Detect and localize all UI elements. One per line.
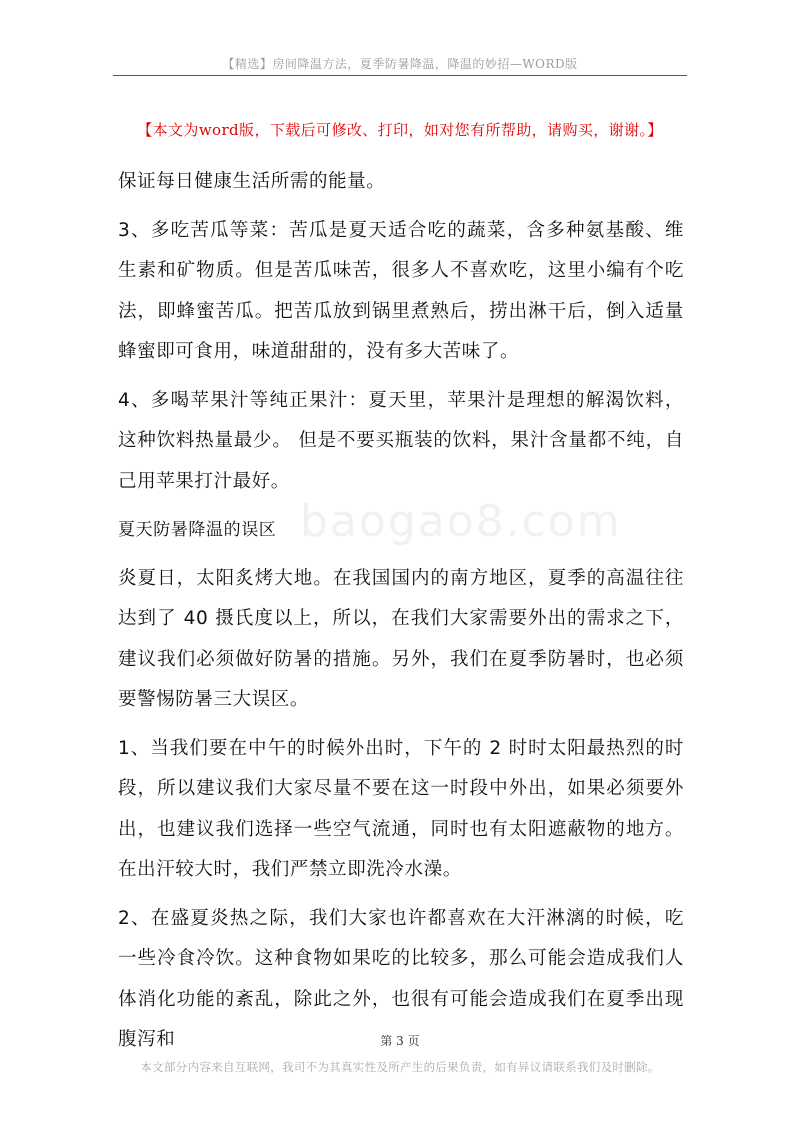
paragraph: 1、当我们要在中午的时候外出时，下午的 2 时时太阳最热烈的时段，所以建议我们大家尽量不要在这一时段中外出，如果必须要外出，也建议我们选择一些空气流通，同时也有太阳遮蔽物的地方。在出汗较大时，我们严禁立即洗冷水澡。 — [118, 737, 684, 880]
document-body — [118, 162, 684, 1069]
download-notice: 【本文为word版，下载后可修改、打印，如对您有所帮助，请购买，谢谢。】 — [137, 121, 663, 139]
header-divider — [113, 75, 687, 76]
section-heading: 夏天防暑降温的误区 — [118, 520, 277, 540]
footer-disclaimer: 本文部分内容来自互联网，我司不为其真实性及所产生的后果负责，如有异议请联系我们及时删除。 — [140, 1060, 660, 1074]
watermark: baogao8.com — [300, 496, 622, 547]
page-number: 第 3 页 — [380, 1034, 420, 1048]
document-header: 【精选】房间降温方法，夏季防暑降温，降温的妙招—WORD版 — [222, 57, 578, 71]
paragraph: 4、多喝苹果汁等纯正果汁：夏天里，苹果汁是理想的解渴饮料，这种饮料热量最少。 但是不要买瓶装的饮料，果汁含量都不纯，自己用苹果打汁最好。 — [118, 389, 684, 492]
paragraph: 2、在盛夏炎热之际，我们大家也许都喜欢在大汗淋漓的时候，吃一些冷食冷饮。这种食物如果吃的比较多，那么可能会造成我们人体消化功能的紊乱，除此之外，也很有可能会造成我们在夏季出现腹泻和 — [118, 907, 684, 1050]
paragraph: 炎夏日，太阳炙烤大地。在我国国内的南方地区，夏季的高温往往达到了 40 摄氏度以上，所以，在我们大家需要外出的需求之下，建议我们必须做好防暑的措施。另外，我们在夏季防暑时，也必须要警惕防暑三大误区。 — [118, 567, 684, 710]
paragraph: 3、多吃苦瓜等菜：苦瓜是夏天适合吃的蔬菜，含多种氨基酸、维生素和矿物质。但是苦瓜味苦，很多人不喜欢吃，这里小编有个吃法，即蜂蜜苦瓜。把苦瓜放到锅里煮熟后，捞出淋干后，倒入适量蜂蜜即可食用，味道甜甜的，没有多大苦味了。 — [118, 219, 684, 362]
paragraph: 保证每日健康生活所需的能量。 — [118, 171, 386, 192]
